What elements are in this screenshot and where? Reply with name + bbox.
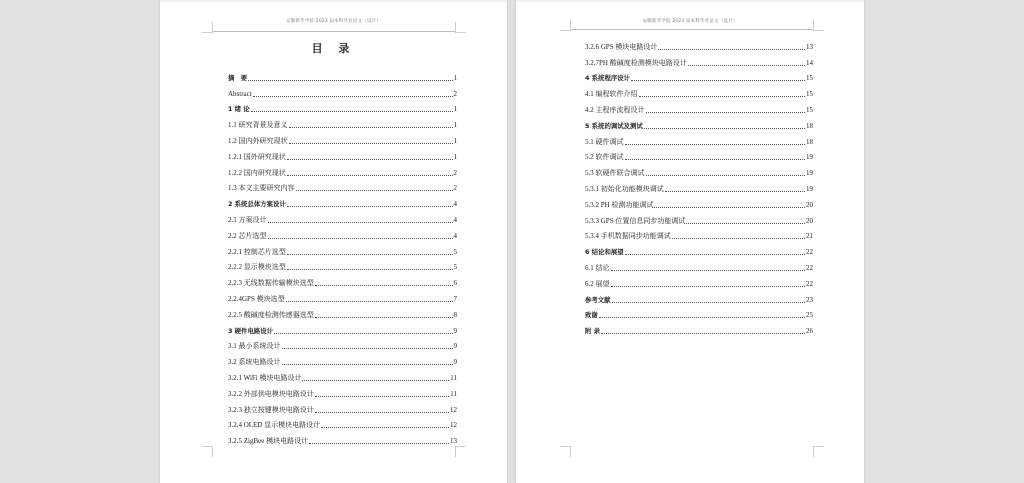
- toc-entry-label: 3.2.7PH 酸碱度检测模块电路设计: [585, 58, 687, 67]
- toc-entry[interactable]: [228, 351, 457, 367]
- toc-leader-dots: [251, 111, 453, 112]
- document-page-2: [516, 0, 864, 483]
- toc-entry-page-number: 8: [453, 310, 457, 319]
- toc-entry[interactable]: [585, 241, 813, 257]
- toc-entry[interactable]: [228, 241, 457, 257]
- toc-leader-dots: [599, 317, 805, 318]
- margin-corner-bottom-left: [560, 446, 571, 457]
- toc-entry[interactable]: [585, 36, 813, 52]
- toc-entry-label: 6.2 展望: [585, 279, 610, 288]
- toc-title: 目 录: [311, 42, 356, 55]
- toc-entry-label: 6 结论和展望: [585, 248, 624, 257]
- toc-entry[interactable]: [585, 178, 813, 194]
- toc-entry-page-number: 4: [453, 215, 457, 224]
- toc-entry-page-number: 9: [453, 342, 457, 351]
- toc-entry[interactable]: [228, 288, 457, 304]
- toc-entry-label: 5.1 硬件调试: [585, 137, 624, 146]
- toc-leader-dots: [686, 223, 805, 224]
- toc-entry-page-number: 22: [806, 279, 813, 288]
- toc-leader-dots: [612, 302, 805, 303]
- toc-leader-dots: [287, 159, 453, 160]
- toc-entry-page-number: 14: [806, 58, 813, 67]
- toc-leader-dots: [274, 333, 452, 334]
- toc-entry[interactable]: [228, 415, 457, 431]
- toc-entry-page-number: 5: [453, 247, 457, 256]
- toc-entry-label: 4.1 编程软件介绍: [585, 90, 638, 99]
- toc-leader-dots: [315, 285, 453, 286]
- toc-leader-dots: [625, 159, 806, 160]
- toc-entry[interactable]: [585, 162, 813, 178]
- toc-entry-page-number: 2: [453, 184, 457, 193]
- toc-entry-page-number: 18: [806, 137, 813, 146]
- toc-entry-page-number: 1: [453, 152, 457, 161]
- toc-entry[interactable]: [228, 114, 457, 130]
- toc-leader-dots: [688, 65, 805, 66]
- toc-entry-page-number: 1: [453, 136, 457, 145]
- toc-entry[interactable]: [228, 304, 457, 320]
- toc-entry-page-number: 2: [453, 168, 457, 177]
- toc-entry[interactable]: [585, 131, 813, 147]
- toc-entry-page-number: 5: [453, 263, 457, 272]
- toc-entry[interactable]: [228, 257, 457, 273]
- toc-entry-label: 3 硬件电路设计: [228, 326, 274, 335]
- toc-entry[interactable]: [585, 68, 813, 84]
- toc-entry-page-number: 11: [450, 373, 457, 382]
- toc-entry-label: 5.3.1 初始化功能模块调试: [585, 184, 664, 193]
- toc-entry-label: 4 系统程序设计: [585, 74, 631, 83]
- toc-entry-label: 5.3 软硬件联合调试: [585, 169, 645, 178]
- toc-leader-dots: [625, 144, 806, 145]
- toc-entry-label: 3.2.4 OLED 显示模块电路设计: [228, 421, 321, 430]
- toc-entry-page-number: 19: [806, 184, 813, 193]
- toc-entry-page-number: 13: [806, 42, 813, 51]
- toc-entry-label: 1.1 研究背景及意义: [228, 121, 288, 130]
- toc-entry[interactable]: [585, 83, 813, 99]
- toc-leader-dots: [315, 317, 453, 318]
- toc-leader-dots: [665, 191, 805, 192]
- margin-corner-top-left: [560, 20, 571, 31]
- toc-entry-page-number: 2: [453, 89, 457, 98]
- toc-leader-dots: [282, 364, 453, 365]
- toc-entry[interactable]: [585, 194, 813, 210]
- toc-entry[interactable]: [228, 130, 457, 146]
- toc-entry-page-number: 20: [806, 200, 813, 209]
- toc-entry[interactable]: [228, 67, 457, 83]
- toc-entry[interactable]: [228, 99, 457, 115]
- toc-leader-dots: [287, 269, 453, 270]
- table-of-contents: [228, 67, 457, 446]
- toc-leader-dots: [289, 127, 453, 128]
- toc-leader-dots: [654, 207, 805, 208]
- toc-entry[interactable]: [585, 147, 813, 163]
- header-rule: [570, 29, 813, 30]
- toc-entry[interactable]: [585, 99, 813, 115]
- toc-entry[interactable]: [228, 146, 457, 162]
- toc-entry-page-number: 1: [453, 121, 457, 130]
- toc-entry[interactable]: [585, 320, 813, 336]
- toc-entry-page-number: 25: [806, 311, 813, 320]
- toc-entry-label: Abstract: [228, 89, 252, 98]
- toc-entry[interactable]: [228, 209, 457, 225]
- toc-entry-label: 1.3 本文主要研究内容: [228, 184, 295, 193]
- toc-leader-dots: [625, 254, 805, 255]
- toc-entry-label: 5.2 软件调试: [585, 153, 624, 162]
- toc-entry-page-number: 4: [453, 200, 457, 209]
- toc-entry[interactable]: [228, 178, 457, 194]
- toc-entry-page-number: 21: [806, 232, 813, 241]
- toc-entry-label: 1.2.1 国外研究现状: [228, 152, 286, 161]
- toc-entry-page-number: 1: [453, 73, 457, 82]
- toc-leader-dots: [286, 301, 453, 302]
- toc-entry-label: 3.1 最小系统设计: [228, 342, 281, 351]
- toc-entry-label: 5.3.2 PH 检测功能调试: [585, 200, 654, 209]
- toc-entry-page-number: 4: [453, 231, 457, 240]
- toc-entry-label: 3.2.5 ZigBee 模块电路设计: [228, 437, 309, 446]
- toc-entry-label: 1.2 国内外研究现状: [228, 136, 288, 145]
- toc-entry-label: 5.3.3 GPS 位置信息同步功能调试: [585, 216, 686, 225]
- toc-entry-label: 6.1 结论: [585, 263, 610, 272]
- toc-entry-label: 2 系统总体方案设计: [228, 200, 286, 209]
- margin-corner-top-right: [813, 20, 824, 31]
- toc-leader-dots: [268, 222, 453, 223]
- toc-entry-label: 附 录: [585, 327, 601, 336]
- toc-leader-dots: [658, 49, 805, 50]
- toc-entry-label: 1 绪 论: [228, 105, 250, 114]
- toc-entry-page-number: 9: [453, 358, 457, 367]
- toc-entry-page-number: 19: [806, 169, 813, 178]
- toc-entry[interactable]: [585, 289, 813, 305]
- toc-leader-dots: [611, 286, 806, 287]
- toc-leader-dots: [672, 238, 805, 239]
- toc-entry-page-number: 15: [806, 105, 813, 114]
- toc-entry-page-number: 23: [806, 295, 813, 304]
- toc-entry[interactable]: [228, 430, 457, 446]
- toc-leader-dots: [287, 206, 453, 207]
- toc-leader-dots: [287, 175, 453, 176]
- page-header-text: 安徽新华学院 2023 届本科毕业论文（设计）: [642, 19, 738, 24]
- toc-entry[interactable]: [228, 162, 457, 178]
- toc-entry-label: 3.2 系统电路设计: [228, 358, 281, 367]
- toc-leader-dots: [644, 128, 805, 129]
- toc-entry-page-number: 26: [806, 327, 813, 336]
- toc-entry[interactable]: [585, 226, 813, 242]
- toc-entry[interactable]: [228, 367, 457, 383]
- toc-entry[interactable]: [228, 320, 457, 336]
- page-top-edge: [160, 0, 507, 2]
- toc-entry-page-number: 7: [453, 294, 457, 303]
- toc-leader-dots: [315, 412, 449, 413]
- page-header-text: 安徽新华学院 2023 届本科毕业论文（设计）: [285, 19, 381, 24]
- toc-entry-label: 3.2.3 独立按键模块电路设计: [228, 405, 314, 414]
- toc-entry-label: 2.2.2 显示模块选型: [228, 263, 286, 272]
- toc-entry[interactable]: [228, 193, 457, 209]
- toc-leader-dots: [315, 396, 450, 397]
- toc-leader-dots: [646, 112, 806, 113]
- toc-entry-label: 2.2.4GPS 模块选型: [228, 294, 285, 303]
- toc-leader-dots: [248, 80, 452, 81]
- toc-entry-page-number: 15: [806, 90, 813, 99]
- toc-leader-dots: [287, 254, 453, 255]
- toc-entry-page-number: 12: [450, 405, 457, 414]
- toc-entry-label: 致谢: [585, 311, 598, 320]
- toc-entry-page-number: 9: [453, 326, 457, 335]
- margin-corner-bottom-right: [813, 446, 824, 457]
- margin-corner-top-left: [202, 22, 213, 33]
- toc-leader-dots: [282, 348, 453, 349]
- toc-entry[interactable]: [228, 83, 457, 99]
- toc-entry-page-number: 1: [453, 105, 457, 114]
- toc-entry-label: 2.2.1 控制芯片选型: [228, 247, 286, 256]
- toc-leader-dots: [639, 96, 806, 97]
- toc-entry[interactable]: [228, 225, 457, 241]
- margin-corner-bottom-right: [455, 446, 466, 457]
- toc-leader-dots: [253, 96, 453, 97]
- toc-entry-label: 1.2.2 国内研究现状: [228, 168, 286, 177]
- toc-entry-page-number: 13: [450, 437, 457, 446]
- toc-entry-page-number: 18: [806, 121, 813, 130]
- toc-entry-label: 5.3.4 手机数据同步功能调试: [585, 232, 671, 241]
- toc-entry[interactable]: [228, 399, 457, 415]
- toc-leader-dots: [268, 238, 453, 239]
- toc-leader-dots: [289, 143, 453, 144]
- toc-entry-label: 2.2 芯片选型: [228, 231, 267, 240]
- toc-entry[interactable]: [585, 115, 813, 131]
- toc-leader-dots: [309, 443, 449, 444]
- toc-leader-dots: [611, 270, 806, 271]
- toc-entry-page-number: 19: [806, 153, 813, 162]
- header-rule: [212, 31, 455, 32]
- toc-leader-dots: [601, 333, 805, 334]
- margin-corner-top-right: [455, 22, 466, 33]
- toc-entry-label: 2.2.3 无线数据传输模块选型: [228, 279, 314, 288]
- toc-leader-dots: [321, 427, 449, 428]
- toc-entry[interactable]: [585, 52, 813, 68]
- toc-leader-dots: [296, 190, 453, 191]
- toc-entry[interactable]: [585, 257, 813, 273]
- page-top-edge: [516, 0, 864, 2]
- toc-entry-page-number: 15: [806, 74, 813, 83]
- toc-entry-page-number: 22: [806, 248, 813, 257]
- toc-entry-label: 4.2 主程序流程设计: [585, 105, 645, 114]
- toc-entry-label: 摘 要: [228, 73, 248, 82]
- margin-corner-bottom-left: [202, 446, 213, 457]
- document-page-1: [160, 0, 507, 483]
- toc-entry-page-number: 22: [806, 263, 813, 272]
- toc-entry-label: 3.2.1 WiFi 模块电路设计: [228, 373, 302, 382]
- toc-entry-label: 2.1 方案设计: [228, 215, 267, 224]
- toc-entry-label: 参考文献: [585, 295, 611, 304]
- toc-entry-page-number: 6: [453, 279, 457, 288]
- toc-leader-dots: [646, 175, 806, 176]
- toc-entry-label: 2.2.5 酸碱度检测传感器选型: [228, 310, 314, 319]
- toc-leader-dots: [302, 380, 449, 381]
- toc-entry-label: 5 系统的调试及测试: [585, 121, 643, 130]
- toc-entry[interactable]: [585, 305, 813, 321]
- toc-entry-page-number: 12: [450, 421, 457, 430]
- table-of-contents-continued: [585, 36, 813, 336]
- toc-entry[interactable]: [585, 210, 813, 226]
- toc-entry[interactable]: [585, 273, 813, 289]
- toc-entry[interactable]: [228, 336, 457, 352]
- toc-leader-dots: [631, 80, 805, 81]
- toc-entry-label: 3.2.2 外部供电模块电路设计: [228, 389, 314, 398]
- toc-entry-page-number: 20: [806, 216, 813, 225]
- toc-entry-page-number: 11: [450, 389, 457, 398]
- toc-entry-label: 3.2.6 GPS 模块电路设计: [585, 42, 658, 51]
- toc-entry[interactable]: [228, 272, 457, 288]
- toc-entry[interactable]: [228, 383, 457, 399]
